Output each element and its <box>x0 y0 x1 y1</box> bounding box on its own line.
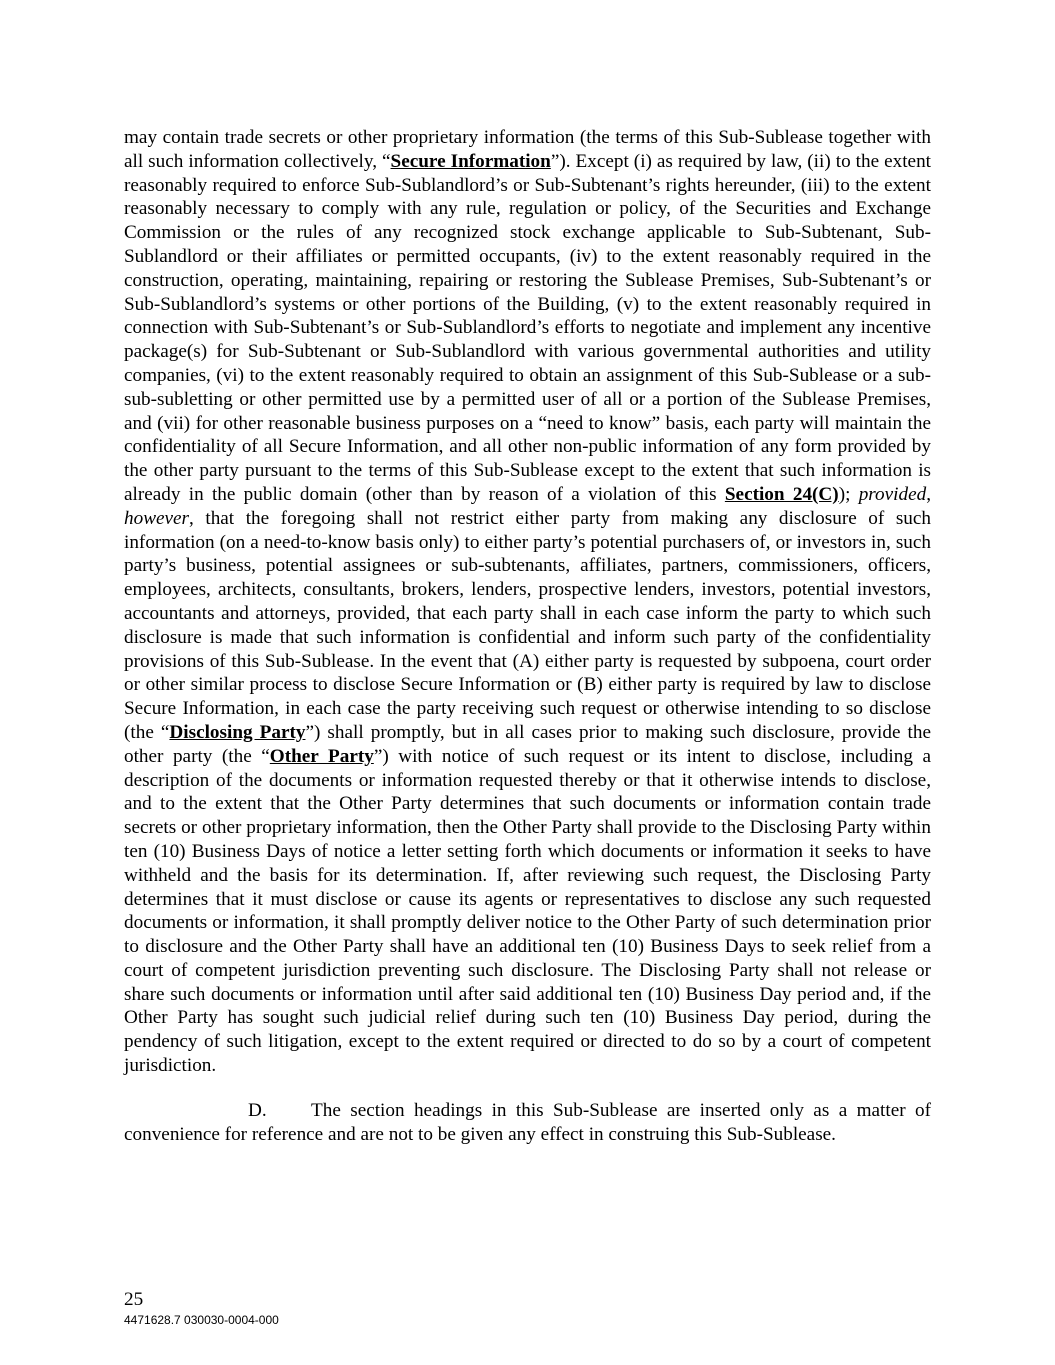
italic-provided: provided <box>858 483 927 505</box>
page-number: 25 <box>124 1289 144 1310</box>
text-segment: may contain trade secrets or other proprietary information (the terms of this Sub-Sublease together with all such information collectively, “ <box>124 127 931 172</box>
defined-term-secure-information: Secure Information <box>390 150 551 172</box>
text-segment: , <box>926 483 931 505</box>
section-letter: D. <box>248 1099 267 1121</box>
text-segment: ); <box>838 483 859 505</box>
confidentiality-paragraph <box>124 126 931 1078</box>
defined-term-disclosing-party: Disclosing Party <box>169 721 306 743</box>
document-id: 4471628.7 030030-0004-000 <box>124 1313 279 1327</box>
text-segment: , that the foregoing shall not restrict either party from making any disclosure of such information (on a need-to-know basis only) to either party’s potential purchasers of, or investors in, such party’s business, potential assignees or sub-subtenants, affiliates, partners, commissioners, officers, employees, architects, consultants, brokers, lenders, prospective lenders, investors, potential investors, accountants and attorneys, provided, that each party shall in each case inform the party to which such disclosure is made that such information is confidential and inform such party of the confidentiality provisions of this Sub-Sublease. In the event that (A) either party is requested by subpoena, court order or other similar process to disclose Secure Information or (B) either party is required by law to disclose Secure Information, in each case the party receiving such request or otherwise intending to so disclose (the “ <box>124 507 931 743</box>
section-d-paragraph <box>124 1099 931 1147</box>
section-d-text: The section headings in this Sub-Sublease are inserted only as a matter of convenience for reference and are not to be given any effect in construing this Sub-Sublease. <box>124 1099 931 1145</box>
text-segment: ”). Except (i) as required by law, (ii) to the extent reasonably required to enforce Sub-Sublandlord’s or Sub-Subtenant’s rights hereunder, (iii) to the extent reasonably necessary to comply with any rule, regulation or policy, of the Securities and Exchange Commission or the rules of any recognized stock exchange applicable to Sub-Subtenant, Sub-Sublandlord or their affiliates or permitted occupants, (iv) to the extent reasonably required in the construction, operating, maintaining, repairing or restoring the Sublease Premises, Sub-Subtenant’s or Sub-Sublandlord’s systems or other portions of the Building, (v) to the extent reasonably required in connection with Sub-Subtenant’s or Sub-Sublandlord’s efforts to negotiate and implement any incentive package(s) for Sub-Subtenant or Sub-Sublandlord with various governmental authorities and utility companies, (vi) to the extent reasonably required to obtain an assignment of this Sub-Sublease or a sub-sub-subletting or other permitted use by a permitted user of all or a portion of the Sublease Premises, and (vii) for other reasonable business purposes on a “need to know” basis, each party will maintain the confidentiality of all Secure Information, and all other non-public information of any form provided by the other party pursuant to the terms of this Sub-Sublease except to the extent that such information is already in the public domain (other than by reason of a violation of this <box>124 150 931 505</box>
section-reference: Section 24(C) <box>724 483 839 505</box>
italic-however: however <box>124 507 190 529</box>
document-body <box>124 126 931 1167</box>
text-segment: ”) shall promptly, but in all cases prior to making such disclosure, provide the other party (the “ <box>124 721 931 767</box>
text-segment: ”) with notice of such request or its intent to disclose, including a description of the documents or information requested thereby or that it otherwise intends to disclose, and to the extent that the Other Party determines that such documents or information contain trade secrets or other proprietary information, then the Other Party shall provide to the Disclosing Party within ten (10) Business Days of notice a letter setting forth which documents or information it seeks to have withheld and the basis for its determination. If, after reviewing such request, the Disclosing Party determines that it must disclose or cause its agents or representatives to disclose any such requested documents or information, it shall promptly deliver notice to the Other Party of such determination prior to disclosure and the Other Party shall have an additional ten (10) Business Days to seek relief from a court of competent jurisdiction preventing such disclosure. The Disclosing Party shall not release or share such documents or information until after said additional ten (10) Business Day period and, if the Other Party has sought such judicial relief during such ten (10) Business Day period, during the pendency of such litigation, except to the extent required or directed to do so by a court of competent jurisdiction. <box>124 745 931 1077</box>
defined-term-other-party: Other Party <box>269 745 374 767</box>
